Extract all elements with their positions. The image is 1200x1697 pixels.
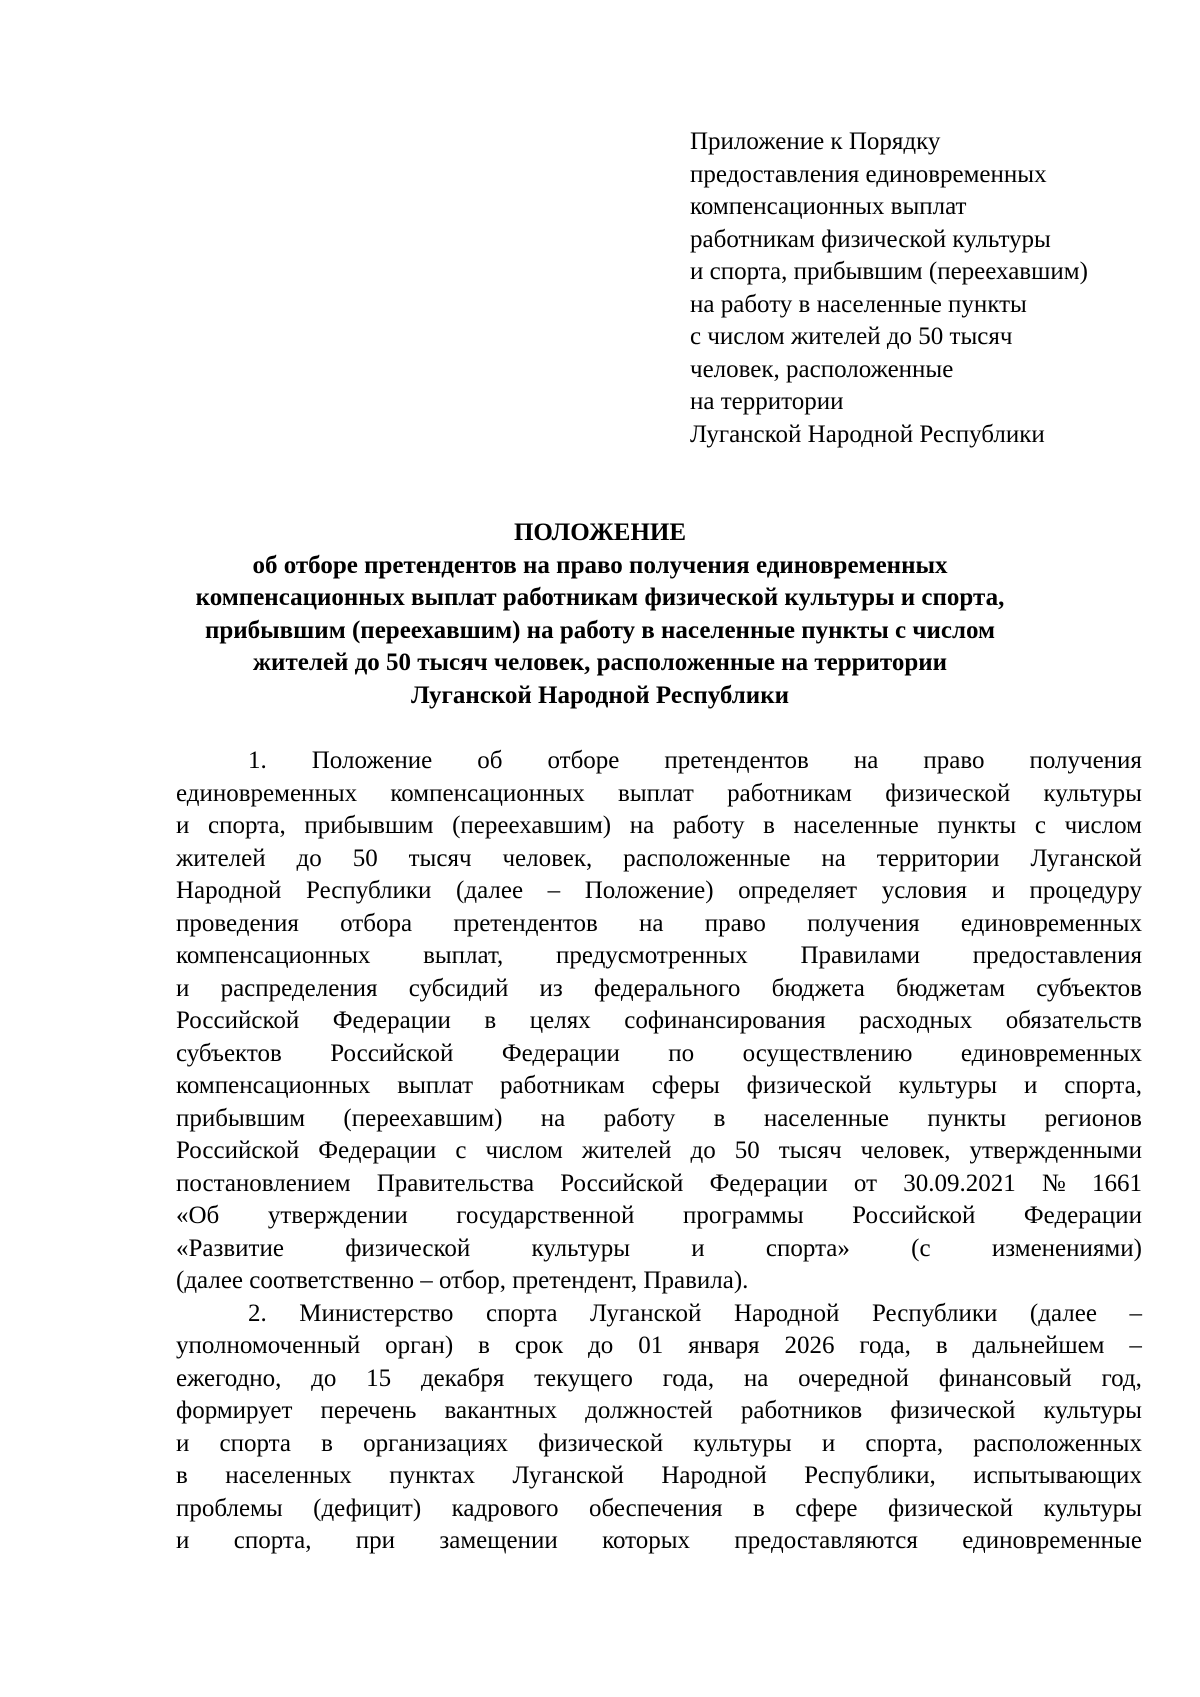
word: субъектов xyxy=(176,1039,282,1067)
word: спорта, xyxy=(1064,1072,1142,1099)
word: в xyxy=(484,1007,497,1034)
word: физической xyxy=(538,1429,664,1457)
word: из xyxy=(539,974,563,1002)
word: 2026 xyxy=(784,1332,835,1359)
word: – xyxy=(1129,1299,1142,1327)
word: выплат, xyxy=(423,942,504,969)
paragraph-line xyxy=(176,1460,1142,1493)
paragraph-line xyxy=(176,1493,1142,1526)
word: культуры xyxy=(1043,779,1142,807)
word: расположенные xyxy=(623,844,791,872)
word: территории xyxy=(876,844,1000,872)
word: предоставляются xyxy=(734,1527,918,1554)
word: обеспечения xyxy=(588,1494,723,1522)
paragraph-line xyxy=(176,973,1142,1006)
word: года, xyxy=(859,1332,911,1359)
word: 50 xyxy=(734,1137,760,1164)
paragraph-line xyxy=(176,843,1142,876)
word: на xyxy=(629,812,655,839)
word: спорта, xyxy=(208,812,286,839)
word: Народной xyxy=(176,877,282,904)
word: вакантных xyxy=(444,1397,557,1424)
word: в xyxy=(935,1332,948,1359)
word: культуры xyxy=(531,1234,630,1262)
word: на xyxy=(853,747,879,774)
word: № xyxy=(1041,1169,1066,1197)
title-line: прибывшим (переехавшим) на работу в населенные пункты с числом xyxy=(204,616,996,644)
word: сферы xyxy=(651,1072,720,1099)
word: компенсационных xyxy=(390,779,585,807)
paragraph-line xyxy=(176,1298,1142,1331)
word: осуществлению xyxy=(742,1039,913,1067)
appendix-line: компенсационных выплат xyxy=(690,193,967,220)
word: на xyxy=(540,1104,566,1132)
word: человек, xyxy=(860,1137,951,1164)
word: января xyxy=(688,1332,760,1359)
word: пункты xyxy=(927,1104,1007,1132)
word: до xyxy=(588,1332,614,1359)
word: Народной xyxy=(661,1462,767,1489)
appendix-line: работникам физической культуры xyxy=(690,225,1051,253)
paragraph-line xyxy=(176,1038,1142,1071)
word: Республики xyxy=(871,1299,998,1327)
word: Правительства xyxy=(376,1169,535,1197)
word: претендентов xyxy=(453,909,598,937)
word: пунктах xyxy=(389,1462,476,1489)
word: (переехавшим) xyxy=(343,1104,503,1132)
word: Луганской xyxy=(590,1299,702,1327)
word: утверждении xyxy=(267,1202,408,1229)
word: получения xyxy=(807,909,920,937)
word: софинансирования xyxy=(624,1007,826,1034)
word: 50 xyxy=(352,844,378,872)
word: бюджета xyxy=(771,974,865,1002)
word: обязательств xyxy=(1005,1007,1142,1034)
paragraph-2 xyxy=(176,1298,1142,1558)
word: проведения xyxy=(176,909,299,937)
word: и xyxy=(991,877,1005,904)
word: компенсационных xyxy=(176,942,371,969)
appendix-reference xyxy=(690,126,1170,451)
document-title xyxy=(150,517,1050,712)
word: расходных xyxy=(859,1007,973,1034)
word: право xyxy=(923,747,985,774)
word: выплат xyxy=(397,1072,474,1099)
word: спорта xyxy=(485,1299,558,1327)
word: год, xyxy=(1101,1364,1142,1392)
word: получения xyxy=(1029,747,1142,774)
word: тысяч xyxy=(778,1137,842,1164)
appendix-line: Приложение к Порядку xyxy=(690,128,941,155)
word: проблемы xyxy=(176,1494,283,1522)
word: целях xyxy=(529,1007,591,1034)
word: претендентов xyxy=(664,747,809,774)
paragraph-line xyxy=(176,1005,1142,1038)
word: и xyxy=(1023,1072,1038,1099)
word: расположенных xyxy=(973,1429,1142,1457)
word: изменениями) xyxy=(991,1234,1142,1262)
word: 2. xyxy=(248,1299,267,1327)
word: единовременные xyxy=(962,1527,1142,1554)
paragraph-line xyxy=(176,1168,1142,1201)
word: отборе xyxy=(547,747,620,774)
word: физической xyxy=(890,1397,1016,1424)
word: Федерации xyxy=(1023,1202,1142,1229)
word: числом xyxy=(485,1137,563,1164)
word: населенных xyxy=(225,1462,352,1489)
word: организациях xyxy=(363,1429,508,1457)
word: предусмотренных xyxy=(555,942,748,969)
word: – xyxy=(547,877,561,904)
word: единовременных xyxy=(960,1039,1142,1067)
paragraph-line xyxy=(176,745,1142,778)
word: очередной xyxy=(798,1364,909,1392)
word: Положение) xyxy=(584,877,714,904)
word: регионов xyxy=(1044,1104,1142,1132)
word: культуры xyxy=(898,1072,998,1099)
title-line: компенсационных выплат работникам физической культуры и спорта, xyxy=(195,584,1005,611)
word: декабря xyxy=(420,1364,505,1392)
appendix-line: на работу в населенные пункты xyxy=(690,290,1027,318)
word: до xyxy=(690,1137,716,1164)
word: субъектов xyxy=(1036,974,1142,1002)
word: замещении xyxy=(439,1527,558,1554)
paragraph-line xyxy=(176,1525,1142,1558)
paragraph-last-line: (далее соответственно – отбор, претендент, Правила). xyxy=(176,1267,749,1294)
word: (дефицит) xyxy=(313,1494,422,1522)
word: уполномоченный xyxy=(176,1332,361,1359)
word: Республики, xyxy=(804,1462,936,1489)
paragraph-line xyxy=(176,1103,1142,1136)
word: культуры xyxy=(1043,1397,1142,1424)
title-line: об отборе претендентов на право получения единовременных xyxy=(252,551,948,579)
paragraph-line xyxy=(176,940,1142,973)
word: распределения xyxy=(220,974,378,1002)
word: срок xyxy=(514,1332,564,1359)
paragraph-line xyxy=(176,810,1142,843)
word: на xyxy=(743,1364,769,1392)
word: работу xyxy=(672,812,745,839)
word: Российской xyxy=(176,1137,300,1164)
appendix-line: предоставления единовременных xyxy=(690,160,1047,188)
word: об xyxy=(477,747,503,774)
word: условия xyxy=(881,877,967,904)
word: (с xyxy=(911,1234,931,1262)
word: работников xyxy=(740,1397,863,1424)
word: единовременных xyxy=(960,909,1142,937)
word: и xyxy=(176,1527,190,1554)
word: работникам xyxy=(500,1072,625,1099)
word: 1. xyxy=(248,747,267,774)
word: на xyxy=(821,844,846,872)
word: орган) xyxy=(385,1332,454,1359)
word: спорта» xyxy=(765,1234,850,1262)
word: от xyxy=(853,1169,878,1197)
paragraph-line xyxy=(176,1233,1142,1266)
word: право xyxy=(704,909,766,937)
word: в xyxy=(763,812,775,839)
word: пункты xyxy=(937,812,1017,839)
word: числом xyxy=(1064,812,1142,839)
word: субсидий xyxy=(408,974,509,1002)
word: выплат xyxy=(618,779,694,807)
word: «Об xyxy=(176,1202,220,1229)
word: человек, xyxy=(502,844,593,872)
word: и xyxy=(176,1429,190,1457)
word: Республики xyxy=(306,877,432,904)
word: физической xyxy=(746,1072,872,1099)
word: процедуру xyxy=(1029,877,1142,904)
word: бюджетам xyxy=(895,974,1006,1002)
paragraph-line xyxy=(176,1395,1142,1428)
appendix-line: на территории xyxy=(690,388,844,415)
word: с xyxy=(455,1137,467,1164)
word: в xyxy=(713,1104,726,1132)
word: физической xyxy=(885,779,1011,807)
word: тысяч xyxy=(408,844,472,872)
paragraph-line xyxy=(176,1363,1142,1396)
word: (далее xyxy=(456,877,524,904)
word: спорта xyxy=(219,1429,292,1457)
paragraph-line xyxy=(176,778,1142,811)
word: Луганской xyxy=(512,1462,624,1489)
word: Правилами xyxy=(800,942,921,969)
word: до xyxy=(296,844,322,872)
word: (далее xyxy=(1029,1299,1097,1327)
word: предоставления xyxy=(972,942,1142,969)
word: ежегодно, xyxy=(176,1364,282,1392)
title-line: жителей до 50 тысяч человек, расположенные на территории xyxy=(252,649,948,676)
word: 15 xyxy=(366,1364,392,1392)
word: прибывшим xyxy=(304,812,434,839)
appendix-line: с числом жителей до 50 тысяч xyxy=(690,323,1013,350)
word: сфере xyxy=(795,1494,858,1522)
word: 30.09.2021 xyxy=(903,1169,1016,1197)
word: Российской xyxy=(176,1007,300,1034)
word: культуры xyxy=(1043,1494,1142,1522)
word: Положение xyxy=(311,747,433,774)
word: которых xyxy=(602,1527,691,1554)
word: единовременных xyxy=(176,779,358,807)
word: кадрового xyxy=(451,1494,559,1522)
word: испытывающих xyxy=(973,1462,1142,1489)
word: Российской xyxy=(330,1039,454,1067)
word: работу xyxy=(603,1104,676,1132)
word: текущего xyxy=(534,1364,633,1392)
word: до xyxy=(311,1364,337,1392)
word: постановлением xyxy=(176,1169,351,1197)
paragraph-line xyxy=(176,1200,1142,1233)
title-line: Луганской Народной Республики xyxy=(410,681,790,709)
word: года, xyxy=(662,1364,715,1392)
word: Федерации xyxy=(501,1039,620,1067)
word: спорта, xyxy=(233,1527,312,1554)
word: в xyxy=(478,1332,490,1359)
word: Федерации xyxy=(709,1169,828,1197)
word: при xyxy=(355,1527,396,1554)
paragraph-line xyxy=(176,1070,1142,1103)
word: Луганской xyxy=(1030,844,1142,872)
word: населенные xyxy=(763,1104,890,1132)
appendix-line: человек, расположенные xyxy=(690,355,954,383)
word: и xyxy=(821,1429,836,1457)
word: Федерации xyxy=(332,1007,451,1034)
word: – xyxy=(1129,1332,1142,1359)
word: Министерство xyxy=(299,1299,454,1327)
word: жителей xyxy=(581,1137,672,1164)
word: финансовый xyxy=(938,1364,1072,1392)
word: с xyxy=(1034,812,1046,839)
word: должностей xyxy=(585,1397,713,1424)
word: формирует xyxy=(176,1397,293,1424)
word: культуры xyxy=(693,1429,792,1457)
document-body xyxy=(176,745,1142,1558)
word: работникам xyxy=(727,779,852,807)
paragraph-line xyxy=(176,908,1142,941)
word: физической xyxy=(887,1494,1013,1522)
word: федерального xyxy=(593,974,741,1002)
word: программы xyxy=(682,1202,804,1229)
word: населенные xyxy=(793,812,919,839)
appendix-line: и спорта, прибывшим (переехавшим) xyxy=(690,258,1088,285)
word: спорта, xyxy=(865,1429,944,1457)
word: (переехавшим) xyxy=(452,812,612,839)
paragraph-line xyxy=(176,1135,1142,1168)
word: Федерации xyxy=(318,1137,437,1164)
word: государственной xyxy=(456,1202,635,1229)
word: Российской xyxy=(852,1202,976,1229)
word: в xyxy=(321,1429,333,1457)
word: на xyxy=(639,909,664,937)
paragraph-line xyxy=(176,1330,1142,1363)
word: в xyxy=(176,1462,188,1489)
word: и xyxy=(176,974,190,1002)
word: и xyxy=(691,1234,705,1262)
word: Российской xyxy=(560,1169,684,1197)
word: утвержденными xyxy=(969,1137,1142,1164)
word: Народной xyxy=(733,1299,840,1327)
word: отбора xyxy=(340,909,413,937)
word: перечень xyxy=(320,1397,417,1424)
word: прибывшим xyxy=(176,1104,306,1132)
word: 01 xyxy=(638,1332,664,1359)
word: и xyxy=(176,812,190,839)
word: по xyxy=(668,1039,695,1067)
word: «Развитие xyxy=(176,1234,284,1262)
word: определяет xyxy=(738,877,858,904)
appendix-line: Луганской Народной Республики xyxy=(690,420,1045,448)
word: компенсационных xyxy=(176,1072,371,1099)
word: в xyxy=(752,1494,765,1522)
word: жителей xyxy=(176,844,266,872)
word: 1661 xyxy=(1091,1169,1142,1197)
paragraph-line xyxy=(176,1428,1142,1461)
word: дальнейшем xyxy=(972,1332,1105,1359)
title-heading: ПОЛОЖЕНИЕ xyxy=(513,519,687,546)
paragraph-1 xyxy=(176,745,1142,1298)
word: физической xyxy=(345,1234,471,1262)
paragraph-line xyxy=(176,875,1142,908)
